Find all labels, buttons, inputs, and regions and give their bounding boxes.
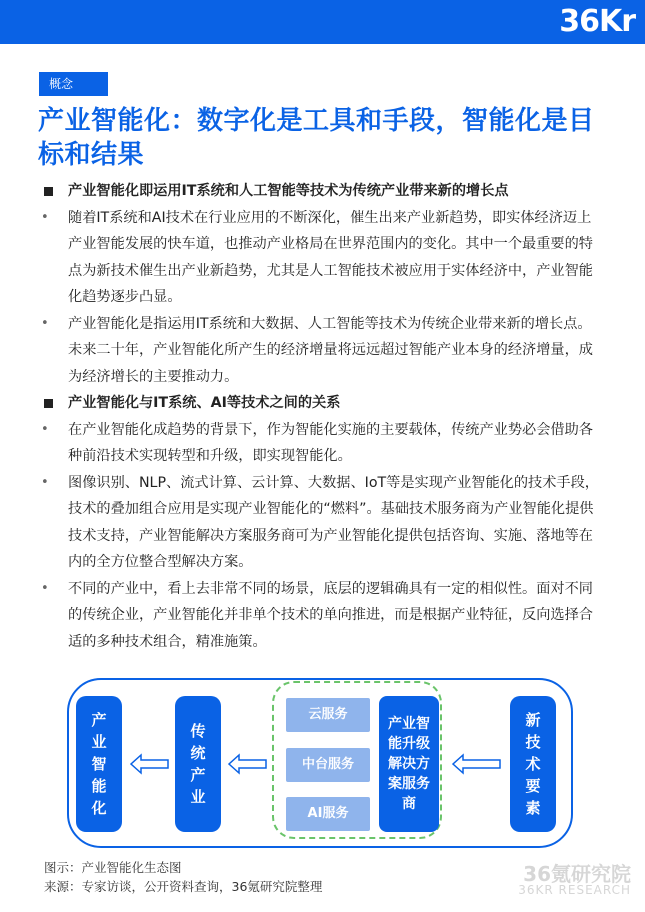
left-arrow-icon (452, 753, 502, 775)
page-title: 产业智能化：数字化是工具和手段，智能化是目标和结果 (38, 106, 595, 170)
dot-bullet-icon: • (41, 474, 49, 490)
bullet-paragraph: • 在产业智能化成趋势的背景下，作为智能化实施的主要载体，传统产业势必会借助各种前沿技术实现转型和升级，即实现智能化。 (38, 417, 600, 470)
figure-caption: 图示：产业智能化生态图 (44, 860, 182, 875)
watermark-en: 36KR RESEARCH (518, 883, 631, 897)
top-bar (0, 0, 645, 44)
source-caption: 来源：专家访谈，公开资料查询，36氪研究院整理 (44, 879, 323, 894)
dot-bullet-icon: • (41, 421, 49, 437)
bullet-paragraph: • 随着IT系统和AI技术在行业应用的不断深化，催生出来产业新趋势，即实体经济迈上产业智能发展的快车道，也推动产业格局在世界范围内的变化。其中一个最重要的特点为新技术催生出产业新趋势，尤其是人工智能技术被应用于实体经济中，产业智能化趋势逐步凸显。 (38, 205, 600, 311)
ai-service-box: AI服务 (286, 797, 370, 831)
solution-provider-box: 产业智能升级解决方案服务商 (379, 696, 439, 832)
content-body (38, 178, 600, 655)
bullet-paragraph: • 产业智能化是指运用IT系统和大数据、人工智能等技术为传统企业带来新的增长点。未来二十年，产业智能化所产生的经济增量将远远超过智能产业本身的经济增量，成为经济增长的主要推动力。 (38, 311, 600, 391)
section-tag: 概念 (39, 72, 108, 96)
section-heading: 产业智能化与IT系统、AI等技术之间的关系 (38, 390, 600, 417)
square-bullet-icon (44, 399, 53, 408)
brand-logo: 36Kr (559, 4, 635, 39)
new-tech-elements-box: 新技术要素 (510, 696, 556, 832)
dot-bullet-icon: • (41, 209, 49, 225)
watermark-cn: 36氪研究院 (523, 862, 631, 886)
traditional-industry-box: 传统产业 (175, 696, 221, 832)
middle-platform-service-box: 中台服务 (286, 748, 370, 782)
section-heading: 产业智能化即运用IT系统和人工智能等技术为传统产业带来新的增长点 (38, 178, 600, 205)
dot-bullet-icon: • (41, 580, 49, 596)
left-arrow-icon (228, 753, 268, 775)
square-bullet-icon (44, 187, 53, 196)
cloud-service-box: 云服务 (286, 698, 370, 732)
dot-bullet-icon: • (41, 315, 49, 331)
left-arrow-icon (130, 753, 170, 775)
bullet-paragraph: • 图像识别、NLP、流式计算、云计算、大数据、IoT等是实现产业智能化的技术手段，技术的叠加组合应用是实现产业智能化的“燃料”。基础技术服务商为产业智能化提供技术支持，产业智能解决方案服务商可为产业智能化提供包括咨询、实施、落地等在内的全方位整合型解决方案。 (38, 470, 600, 576)
bullet-paragraph: • 不同的产业中，看上去非常不同的场景，底层的逻辑确具有一定的相似性。面对不同的传统企业，产业智能化并非单个技术的单向推进，而是根据产业特征，反向选择合适的多种技术组合，精准施策。 (38, 576, 600, 656)
industry-intelligence-box: 产业智能化 (76, 696, 122, 832)
